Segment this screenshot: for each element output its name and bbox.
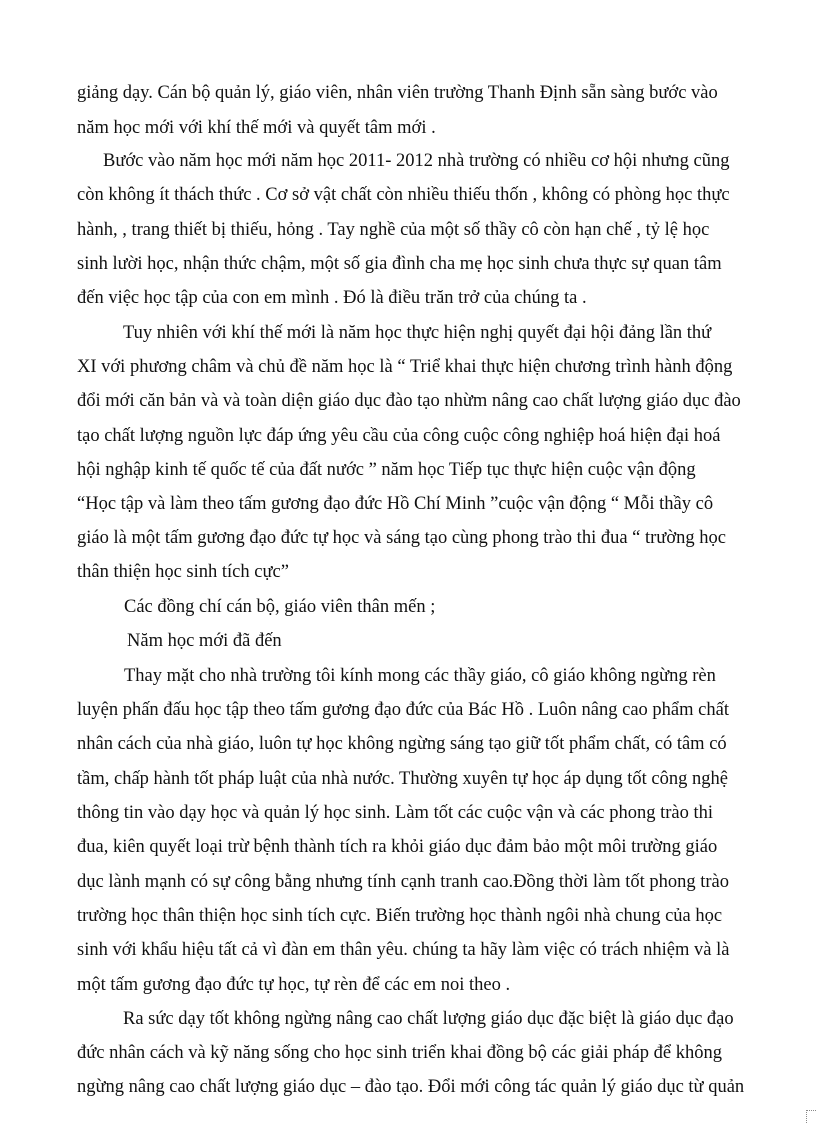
document-line: ngừng nâng cao chất lượng giáo dục – đào tạo. Đổi mới công tác quản lý giáo dục từ quản [77, 1077, 745, 1097]
document-line: đến việc học tập của con em mình . Đó là điều trăn trở của chúng ta . [77, 288, 587, 308]
document-line: sinh lười học, nhận thức chậm, một số gia đình cha mẹ học sinh chưa thực sự quan tâm [77, 254, 722, 274]
document-line: đức nhân cách và kỹ năng sống cho học sinh triển khai đồng bộ các giải pháp để không [77, 1043, 723, 1063]
document-line: năm học mới với khí thế mới và quyết tâm mới . [77, 118, 436, 138]
document-line: hành, , trang thiết bị thiếu, hỏng . Tay nghề của một số thầy cô còn hạn chế , tỷ lệ học [77, 220, 710, 240]
document-line: hội nghập kinh tế quốc tế của đất nước ” năm học Tiếp tục thực hiện cuộc vận động [77, 460, 696, 480]
page-corner-mark [806, 1110, 816, 1123]
document-line: đổi mới căn bản và và toàn diện giáo dục đào tạo nhừm nâng cao chất lượng giáo dục đào [77, 391, 741, 411]
document-line: một tấm gương đạo đức tự học, tự rèn để các em noi theo . [77, 975, 511, 995]
document-line: giáo là một tấm gương đạo đức tự học và sáng tạo cùng phong trào thi đua “ trường học [77, 528, 726, 548]
document-line: dục lành mạnh có sự công bằng nhưng tính cạnh tranh cao.Đồng thời làm tốt phong trào [77, 872, 730, 892]
document-line: Năm học mới đã đến [127, 631, 282, 651]
document-line: giảng dạy. Cán bộ quản lý, giáo viên, nhân viên trường Thanh Định sẵn sàng bước vào [77, 83, 718, 103]
document-line: tầm, chấp hành tốt pháp luật của nhà nước. Thường xuyên tự học áp dụng tốt công nghệ [77, 769, 728, 789]
document-line: Tuy nhiên với khí thế mới là năm học thực hiện nghị quyết đại hội đảng lần thứ [123, 323, 712, 343]
document-line: luyện phấn đấu học tập theo tấm gương đạo đức của Bác Hồ . Luôn nâng cao phẩm chất [77, 700, 729, 720]
document-line: Các đồng chí cán bộ, giáo viên thân mến ; [124, 597, 436, 617]
document-line: thông tin vào dạy học và quản lý học sinh. Làm tốt các cuộc vận và các phong trào thi [77, 803, 714, 823]
document-line: XI với phương châm và chủ đề năm học là “ Triể khai thực hiện chương trình hành động [77, 357, 733, 377]
document-line: đua, kiên quyết loại trừ bệnh thành tích ra khỏi giáo dục đảm bảo một môi trường giáo [77, 837, 718, 857]
document-line: thân thiện học sinh tích cực” [77, 562, 289, 582]
document-line: Ra sức dạy tốt không ngừng nâng cao chất lượng giáo dục đặc biệt là giáo dục đạo [123, 1009, 734, 1029]
document-line: trường học thân thiện học sinh tích cực. Biến trường học thành ngôi nhà chung của học [77, 906, 723, 926]
document-line: “Học tập và làm theo tấm gương đạo đức Hồ Chí Minh ”cuộc vận động “ Mỗi thầy cô [77, 494, 714, 514]
document-line: còn không ít thách thức . Cơ sở vật chất còn nhiều thiếu thốn , không có phòng học thực [77, 185, 730, 205]
document-line: Thay mặt cho nhà trường tôi kính mong các thầy giáo, cô giáo không ngừng rèn [124, 666, 716, 686]
document-line: nhân cách của nhà giáo, luôn tự học không ngừng sáng tạo giữ tốt phẩm chất, có tâm có [77, 734, 727, 754]
document-line: tạo chất lượng nguồn lực đáp ứng yêu cầu của công cuộc công nghiệp hoá hiện đại hoá [77, 426, 721, 446]
document-line: sinh với khẩu hiệu tất cả vì đàn em thân yêu. chúng ta hãy làm việc có trách nhiệm và là [77, 940, 730, 960]
document-line: Bước vào năm học mới năm học 2011- 2012 nhà trường có nhiều cơ hội nhưng cũng [103, 151, 730, 171]
